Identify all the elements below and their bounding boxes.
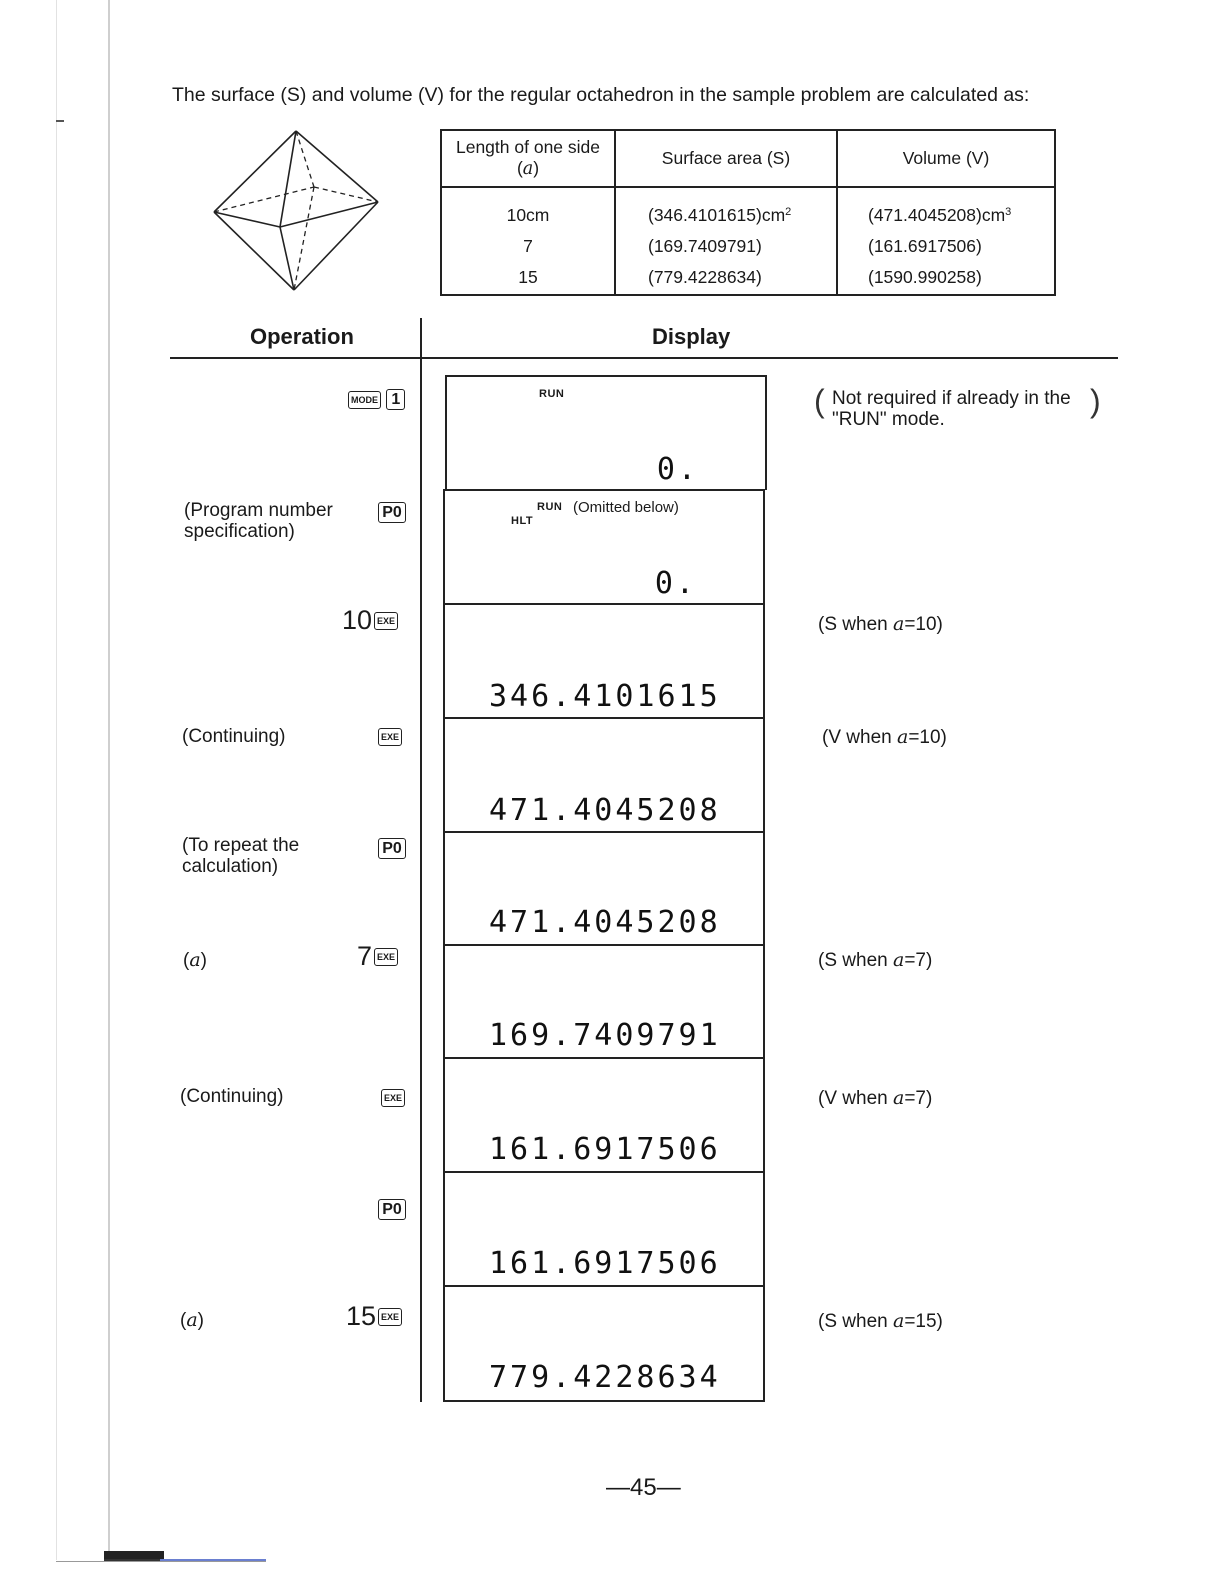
- results-table: [440, 129, 1056, 296]
- display-box-1: [445, 375, 767, 490]
- op-po-3: [378, 1199, 406, 1220]
- op-mode-1: [348, 389, 405, 410]
- header-surface: Surface area (S): [615, 130, 837, 187]
- display-value: 161.6917506: [489, 1132, 721, 1167]
- length-7: 7: [523, 236, 533, 256]
- surface-7: (169.7409791): [648, 236, 762, 256]
- op-exe-2: [378, 726, 402, 747]
- input-number: 7: [357, 941, 373, 972]
- op-program-number: (Program number specification): [184, 500, 333, 542]
- page-edge: [56, 0, 57, 1560]
- header-length-line2: one side (a): [516, 137, 601, 179]
- hlt-indicator: HLT: [511, 515, 534, 527]
- op-continuing-2: (Continuing): [180, 1086, 284, 1107]
- display-box-9: [443, 1285, 765, 1402]
- display-box-8: [443, 1171, 765, 1286]
- op-a-2: (a): [180, 1309, 204, 1331]
- op-po-2: [378, 838, 406, 859]
- display-box-2: [443, 489, 765, 604]
- display-box-5: [443, 831, 765, 946]
- one-key[interactable]: 1: [386, 389, 405, 410]
- exe-key[interactable]: EXE: [374, 612, 398, 630]
- header-volume: Volume (V): [837, 130, 1055, 187]
- display-value: 471.4045208: [489, 905, 721, 940]
- surface-cell: [615, 187, 837, 295]
- volume-15: (1590.990258): [868, 267, 982, 287]
- display-value: 161.6917506: [489, 1246, 721, 1281]
- length-cell: [441, 187, 615, 295]
- exe-key[interactable]: EXE: [378, 1308, 402, 1326]
- op-7-exe: [357, 941, 398, 972]
- display-value: 471.4045208: [489, 793, 721, 828]
- display-value: 346.4101615: [489, 679, 721, 714]
- binding-edge: [108, 0, 110, 1555]
- margin-tick: [56, 120, 64, 122]
- po-key[interactable]: P0: [378, 1199, 406, 1220]
- surface-15: (779.4228634): [648, 267, 762, 287]
- op-15-exe: [346, 1301, 402, 1332]
- input-number: 10: [342, 605, 373, 636]
- length-15: 15: [518, 267, 538, 287]
- intro-text: The surface (S) and volume (V) for the regular octahedron in the sample problem are calculated as:: [172, 84, 1030, 106]
- display-box-6: [443, 944, 765, 1059]
- table-header-row: [441, 130, 1055, 187]
- volume-cell: [837, 187, 1055, 295]
- po-key[interactable]: P0: [378, 838, 406, 859]
- omitted-note: (Omitted below): [573, 499, 679, 516]
- display-heading: Display: [652, 324, 731, 349]
- display-box-4: [443, 717, 765, 832]
- octahedron-figure: [210, 128, 382, 294]
- note-s-10: (S when a=10): [818, 613, 943, 635]
- display-value: 0.: [656, 452, 699, 487]
- op-repeat: (To repeat the calculation): [182, 835, 300, 877]
- display-value: 0.: [654, 566, 697, 601]
- display-value: 169.7409791: [489, 1018, 721, 1053]
- display-value: 779.4228634: [489, 1360, 721, 1395]
- run-indicator: RUN: [537, 501, 563, 513]
- op-10-exe: [342, 605, 398, 636]
- op-po-1: [378, 502, 406, 523]
- note-v-7: (V when a=7): [818, 1087, 933, 1109]
- header-length-line1: Length of: [455, 137, 529, 157]
- column-divider: [420, 318, 422, 1402]
- input-number: 15: [346, 1301, 377, 1332]
- po-key[interactable]: P0: [378, 502, 406, 523]
- note-s-15: (S when a=15): [818, 1310, 943, 1332]
- op-continuing-1: (Continuing): [182, 726, 286, 747]
- display-box-3: [443, 603, 765, 718]
- footer-rule-thin: [56, 1561, 266, 1562]
- surface-10: $(346.4101615)cm^2$: [648, 205, 792, 225]
- header-length: [441, 130, 615, 187]
- mode-key[interactable]: MODE: [348, 391, 381, 409]
- operation-heading: Operation: [250, 324, 354, 349]
- close-paren: ): [1090, 383, 1101, 419]
- exe-key[interactable]: EXE: [374, 948, 398, 966]
- note-s-7: (S when a=7): [818, 949, 933, 971]
- note-run-mode: Not required if already in the "RUN" mode.: [832, 388, 1071, 430]
- open-paren: (: [814, 383, 825, 419]
- length-10: 10cm: [506, 205, 550, 225]
- page-number: —45—: [606, 1474, 681, 1501]
- note-v-10: (V when a=10): [822, 726, 947, 748]
- volume-10: $(471.4045208)cm^3$: [868, 205, 1012, 225]
- op-exe-4: [381, 1087, 405, 1108]
- heading-rule: [170, 357, 1118, 359]
- run-indicator: RUN: [539, 388, 565, 400]
- volume-7: (161.6917506): [868, 236, 982, 256]
- op-a-1: (a): [183, 949, 207, 971]
- table-row: [441, 187, 1055, 295]
- exe-key[interactable]: EXE: [381, 1089, 405, 1107]
- display-box-7: [443, 1057, 765, 1172]
- exe-key[interactable]: EXE: [378, 728, 402, 746]
